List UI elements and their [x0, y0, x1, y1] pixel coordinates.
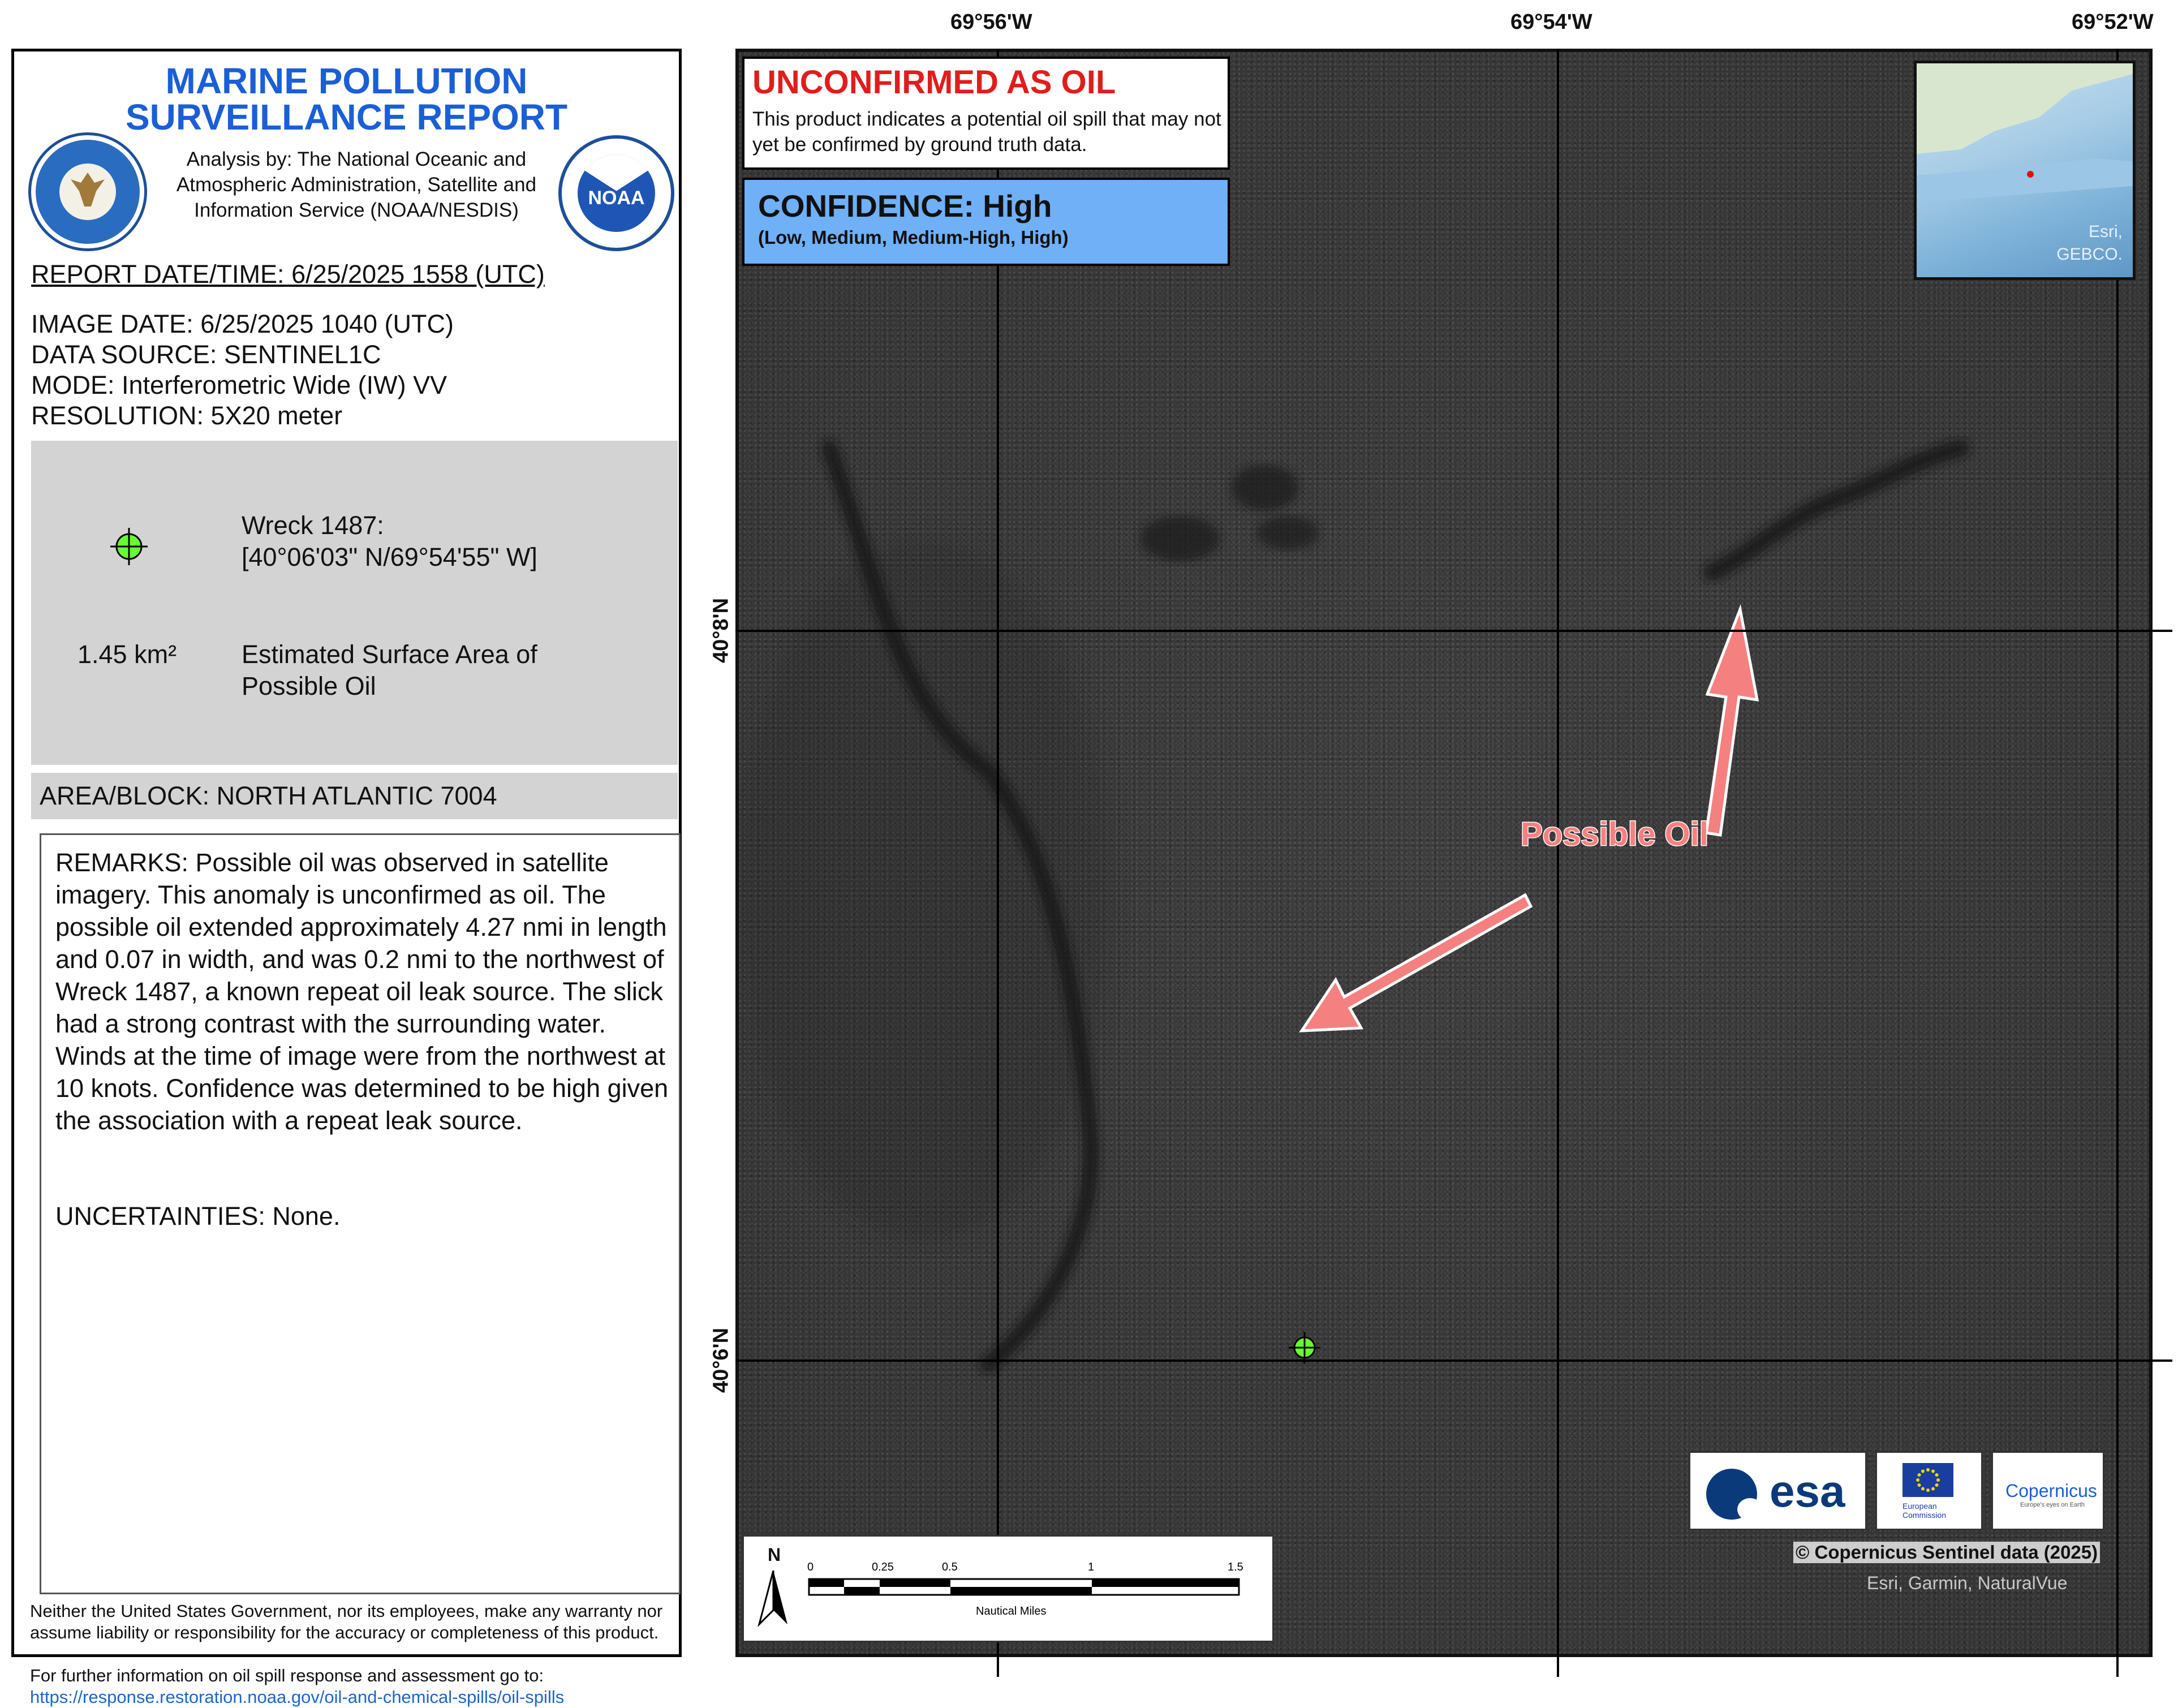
inset-location-marker — [2027, 171, 2034, 178]
european-commission-logo — [1875, 1451, 1983, 1530]
area-label-line-2: Possible Oil — [242, 672, 376, 700]
esa-logo — [1689, 1451, 1867, 1530]
agency-logos — [1689, 1451, 2110, 1535]
inset-shelf — [1917, 148, 2136, 216]
sar-image-map[interactable] — [735, 49, 2153, 1657]
report-datetime: REPORT DATE/TIME: 6/25/2025 1558 (UTC) — [31, 260, 545, 289]
ec-logo-text — [1902, 1502, 1946, 1520]
mode: MODE: Interferometric Wide (IW) VV — [31, 371, 447, 399]
disclaimer-text: Neither the United States Government, nor its employees, make any warranty nor assume liability or responsibility for the accuracy or completeness of this product. — [30, 1601, 663, 1642]
legend-box — [31, 441, 678, 765]
meridian-line — [997, 49, 999, 1677]
copernicus-logo — [1991, 1451, 2104, 1530]
further-info — [30, 1665, 686, 1708]
scale-tick: 0.25 — [872, 1561, 894, 1573]
remarks-text: REMARKS: Possible oil was observed in satellite imagery. This anomaly is unconfirmed as oil. The possible oil extended approximately 4.27 nmi in length and 0.07 in width, and was 0.2 nmi to the northwest of Wreck 1487, a known repeat oil leak source. The slick had a strong contrast with the surrounding water. Winds at the time of image were from the northwest at 10 knots. Confidence was determined to be high given the association with a repeat leak source. — [55, 848, 669, 1135]
esa-logo-text: esa — [1770, 1466, 1845, 1516]
inset-credit — [2056, 221, 2123, 266]
report-panel — [11, 49, 682, 1707]
further-info-link[interactable]: https://response.restoration.noaa.gov/oil-and-chemical-spills/oil-spills — [30, 1687, 565, 1707]
meridian-line — [1557, 49, 1559, 1677]
unconfirmed-title: UNCONFIRMED AS OIL — [752, 64, 1116, 101]
noaa-logo-text: NOAA — [588, 187, 645, 209]
inset-land — [1917, 63, 2136, 154]
dark-patch — [1231, 465, 1299, 510]
wreck-name: Wreck 1487: — [242, 511, 384, 540]
parallel-line — [735, 1359, 2172, 1362]
wreck-label — [242, 510, 537, 573]
scale-bar — [806, 1548, 1259, 1633]
meridian-line — [2116, 49, 2119, 1677]
north-arrow-icon — [756, 1571, 790, 1627]
esa-mark-icon — [1706, 1469, 1757, 1520]
copernicus-tagline: Europe's eyes on Earth — [2020, 1502, 2085, 1508]
ec-text-line-2: Commission — [1902, 1511, 1947, 1520]
area-label — [242, 639, 537, 702]
area-value: 1.45 km² — [78, 640, 177, 669]
inset-credit-line-1: Esri, — [2089, 222, 2123, 241]
wreck-marker-icon — [110, 528, 148, 565]
scale-tick: 0 — [807, 1561, 814, 1573]
lon-label: 69°56'W — [950, 10, 1032, 34]
sentinel-credit: © Copernicus Sentinel data (2025) — [1793, 1542, 2100, 1563]
further-info-text: For further information on oil spill response and assessment go to: — [30, 1666, 544, 1685]
eu-flag-icon — [1902, 1463, 1953, 1497]
image-date: IMAGE DATE: 6/25/2025 1040 (UTC) — [31, 309, 454, 338]
dark-patch — [1140, 516, 1220, 561]
title-line-1: MARINE POLLUTION — [165, 61, 528, 101]
north-label: N — [768, 1544, 781, 1565]
commerce-seal-icon — [31, 135, 144, 248]
scale-tick: 1.5 — [1228, 1561, 1243, 1573]
ec-text-line-1: European — [1902, 1502, 1937, 1511]
report-title — [14, 63, 679, 135]
confidence-scale: (Low, Medium, Medium-High, High) — [758, 227, 1069, 248]
scale-unit: Nautical Miles — [976, 1605, 1047, 1617]
slick-features — [739, 52, 2149, 1654]
lat-label: 40°8'N — [709, 597, 733, 664]
title-line-2: SURVEILLANCE REPORT — [125, 97, 568, 137]
confidence-title: CONFIDENCE: High — [758, 188, 1052, 223]
area-label-line-1: Estimated Surface Area of — [242, 640, 537, 669]
lon-label: 69°54'W — [1510, 10, 1592, 34]
noaa-logo-icon — [558, 135, 674, 251]
analysis-by-text: Analysis by: The National Oceanic and Atmospheric Administration, Satellite and Information Service (NOAA/NESDIS) — [176, 148, 537, 221]
copernicus-logo-text: Copernicus — [2005, 1481, 2097, 1501]
lon-label: 69°52'W — [2072, 10, 2154, 34]
inset-locator-map — [1914, 61, 2136, 280]
area-block: AREA/BLOCK: NORTH ATLANTIC 7004 — [40, 781, 497, 810]
confidence-box — [742, 178, 1230, 266]
data-source: DATA SOURCE: SENTINEL1C — [31, 340, 381, 369]
resolution: RESOLUTION: 5X20 meter — [31, 401, 343, 430]
area-block-box — [31, 773, 678, 819]
scale-tick: 0.5 — [942, 1561, 958, 1573]
remarks-box — [40, 833, 681, 1594]
inset-credit-line-2: GEBCO. — [2056, 245, 2123, 264]
basemap-credit: Esri, Garmin, NaturalVue — [1867, 1573, 2068, 1593]
unconfirmed-text: This product indicates a potential oil spill that may not yet be confirmed by ground truth data. — [752, 108, 1221, 156]
parallel-line — [735, 630, 2172, 632]
uncertainties-text: UNCERTAINTIES: None. — [55, 1202, 341, 1231]
scale-tick: 1 — [1088, 1561, 1095, 1573]
scale-bar-box — [742, 1535, 1274, 1642]
wreck-coordinates: [40°06'03" N/69°54'55" W] — [242, 543, 537, 571]
lat-label: 40°6'N — [709, 1327, 733, 1393]
dark-patch — [1256, 516, 1319, 550]
unconfirmed-box — [742, 57, 1230, 170]
possible-oil-callout: Possible Oil — [1521, 816, 1708, 853]
